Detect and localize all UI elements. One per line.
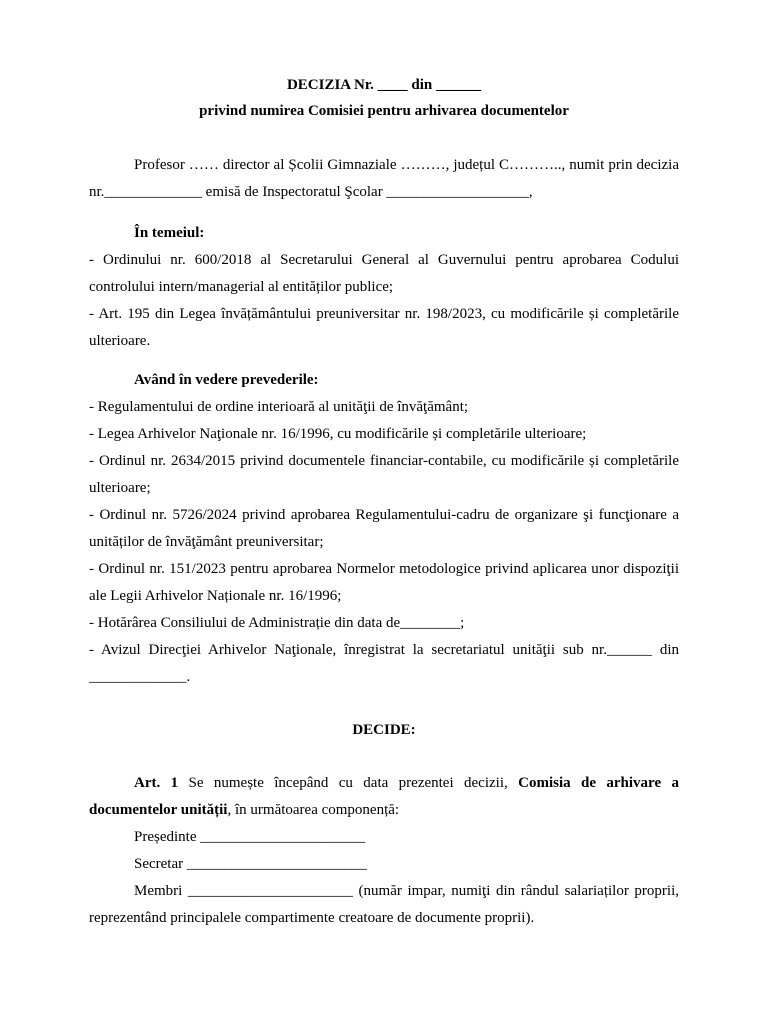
page-title: DECIZIA Nr. ____ din ______	[286, 77, 482, 93]
article-1-text-after: , în următoarea componență:	[227, 802, 400, 818]
spacer	[89, 355, 679, 367]
member-membri: Membri ______________________ (număr impar, numiţi din rândul salariaților proprii, reprezentând principalele compartimente creatoare de documente proprii).	[89, 883, 679, 926]
spacer	[89, 206, 679, 220]
prevederi-item: - Ordinul nr. 5726/2024 privind aprobarea Regulamentului-cadru de organizare şi funcţionare a unităților de învăţământ preuniversitar;	[89, 507, 679, 550]
article-1-bold-text: Comisia de arhivare a documentelor unității	[89, 775, 679, 818]
article-1-text: Se numește începând cu data prezentei decizii,	[178, 775, 519, 791]
prevederi-item: - Hotărârea Consiliului de Administrație din data de________;	[89, 615, 465, 631]
article-1-label: Art. 1	[134, 775, 179, 791]
temei-item: - Ordinului nr. 600/2018 al Secretarului General al Guvernului pentru aprobarea Codului controlului intern/managerial al entităților publice;	[89, 252, 679, 295]
temei-item: - Art. 195 din Legea învățământului preuniversitar nr. 198/2023, cu modificările și completările ulterioare.	[89, 306, 679, 349]
prevederi-item: - Ordinul nr. 151/2023 pentru aprobarea Normelor metodologice privind aplicarea unor dispoziţii ale Legii Arhivelor Naționale nr. 16/1996;	[89, 561, 679, 604]
document-page	[89, 72, 679, 932]
prevederi-item: - Legea Arhivelor Naţionale nr. 16/1996, cu modificările și completările ulterioare;	[89, 426, 587, 442]
spacer	[89, 691, 679, 717]
prevederi-item: - Ordinul nr. 2634/2015 privind documentele financiar-contabile, cu modificările și completările ulterioare;	[89, 453, 679, 496]
temei-heading: În temeiul:	[134, 225, 205, 241]
article-1	[89, 770, 679, 824]
intro-paragraph: Profesor …… director al Școlii Gimnaziale ………, județul C……….., numit prin decizia nr._____________ emisă de Inspectoratul Şcolar ___________________,	[89, 157, 679, 200]
member-presedinte: Președinte ______________________	[134, 829, 366, 845]
prevederi-item: - Regulamentului de ordine interioară al unităţii de învăţământ;	[89, 399, 469, 415]
spacer	[89, 744, 679, 770]
member-secretar: Secretar ________________________	[134, 856, 367, 872]
prevederi-item: - Avizul Direcţiei Arhivelor Naţionale, înregistrat la secretariatul unităţii sub nr.______ din _____________.	[89, 642, 679, 685]
decide-heading: DECIDE:	[352, 722, 416, 738]
page-subtitle: privind numirea Comisiei pentru arhivarea documentelor	[199, 103, 569, 119]
spacer	[89, 124, 679, 152]
prevederi-heading: Având în vedere prevederile:	[134, 372, 319, 388]
